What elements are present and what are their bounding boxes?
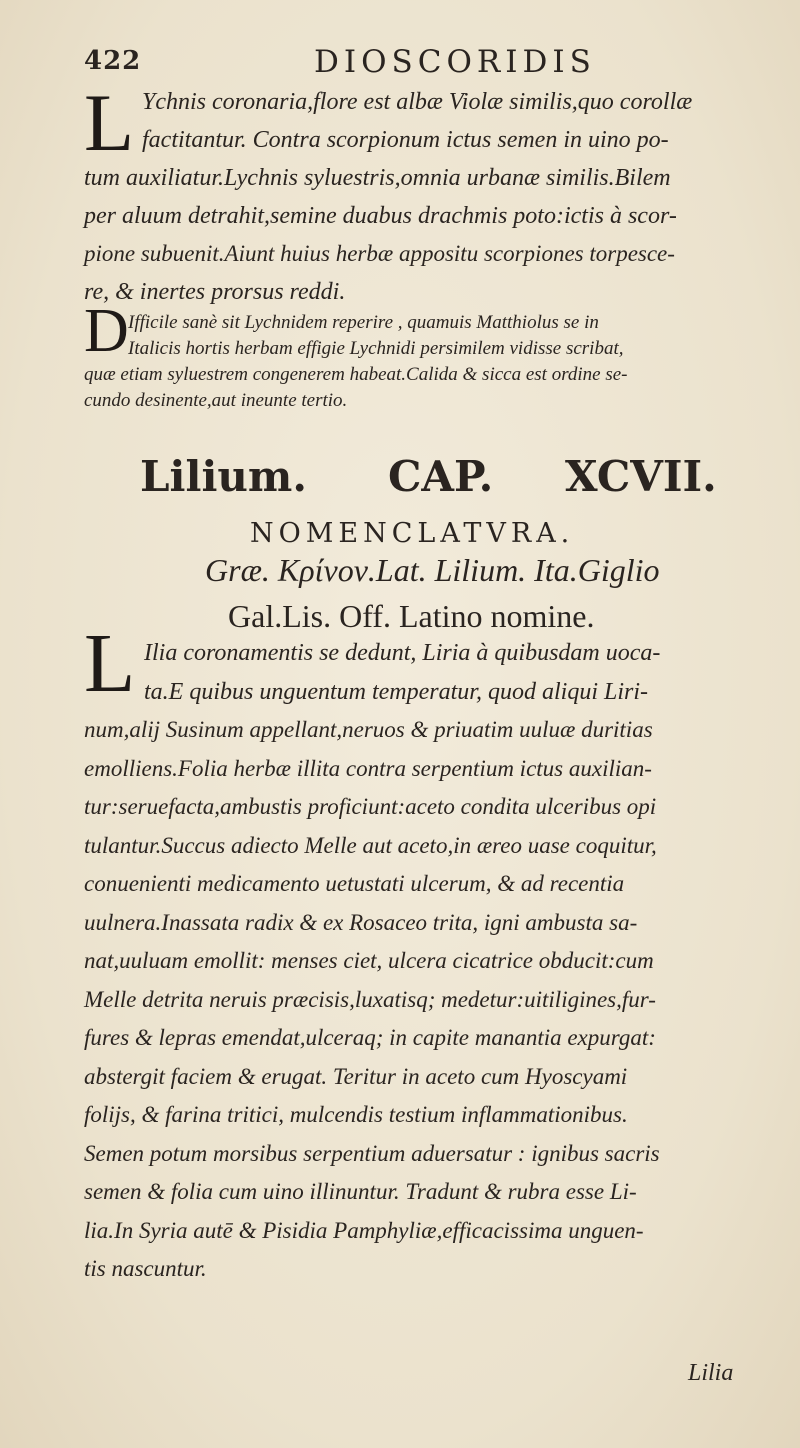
text-line: lia.In Syria autē & Pisidia Pamphyliæ,efficacissima unguen- xyxy=(84,1217,644,1243)
text-line: tulantur.Succus adiecto Melle aut aceto,in æreo uase coquitur, xyxy=(84,832,657,858)
text-line: pione subuenit.Aiunt huius herbæ appositu scorpiones torpesce- xyxy=(84,241,675,266)
paragraph-commentary xyxy=(84,310,628,414)
text-line: cundo desinente,aut ineunte tertio. xyxy=(84,390,348,411)
nomenclatura-names-line1: Græ. Κρίνον.Lat. Lilium. Ita.Giglio xyxy=(205,552,660,588)
text-line: tur:seruefacta,ambustis proficiunt:aceto condita ulceribus opi xyxy=(84,794,657,819)
drop-cap-initial: L xyxy=(84,77,135,168)
text-line: nat,uuluam emollit: menses ciet, ulcera cicatrice obducit:cum xyxy=(84,948,654,973)
text-line: re, & inertes prorsus reddi. xyxy=(84,279,346,305)
text-line: tis nascuntur. xyxy=(84,1256,207,1281)
text-line: ta.E quibus unguentum temperatur, quod aliqui Liri- xyxy=(144,678,648,705)
text-line: tum auxiliatur.Lychnis syluestris,omnia urbanæ similis.Bilem xyxy=(84,165,671,191)
nomenclatura-heading: NOMENCLATVRA. xyxy=(250,518,575,549)
text-line: quæ etiam syluestrem congenerem habeat.Calida & sicca est ordine se- xyxy=(84,364,628,385)
text-line: emolliens.Folia herbæ illita contra serpentium ictus auxilian- xyxy=(84,755,652,781)
nomenclatura-names-line2: Gal.Lis. Off. Latino nomine. xyxy=(228,598,595,634)
text-line: Ifficile sanè sit Lychnidem reperire , quamuis Matthiolus se in xyxy=(128,312,599,333)
text-line: semen & folia cum uino illinuntur. Tradunt & rubra esse Li- xyxy=(84,1179,637,1204)
chapter-cap-label: CAP. xyxy=(388,452,494,501)
chapter-title: Lilium. xyxy=(140,452,307,501)
text-line: Ychnis coronaria,flore est albæ Violæ similis,quo corollæ xyxy=(142,89,693,115)
text-line: factitantur. Contra scorpionum ictus semen in uino po- xyxy=(142,127,669,153)
page-header xyxy=(84,44,744,84)
text-line: Ilia coronamentis se dedunt, Liria à quibusdam uoca- xyxy=(144,640,661,666)
text-line: Italicis hortis herbam effigie Lychnidi persimilem vidisse scribat, xyxy=(128,338,624,359)
running-head: DIOSCORIDIS xyxy=(314,44,596,80)
text-line: Semen potum morsibus serpentium aduersatur : ignibus sacris xyxy=(84,1140,660,1166)
paragraph-lilium xyxy=(84,634,660,1289)
text-line: num,alij Susinum appellant,neruos & priuatim uuluæ duritias xyxy=(84,717,653,742)
text-line: Melle detrita neruis præcisis,luxatisq; medetur:uitiligines,fur- xyxy=(84,986,656,1012)
catchword: Lilia xyxy=(688,1360,734,1386)
text-line: fures & lepras emendat,ulceraq; in capite manantia expurgat: xyxy=(84,1025,656,1050)
drop-cap-initial: D xyxy=(84,297,129,365)
chapter-number: XCVII. xyxy=(565,452,717,501)
text-line: folijs, & farina tritici, mulcendis testium inflammationibus. xyxy=(84,1102,628,1127)
page-number: 422 xyxy=(84,46,142,76)
drop-cap-initial: L xyxy=(84,617,136,710)
paragraph-lychnis xyxy=(84,77,693,311)
chapter-heading xyxy=(140,452,760,508)
text-line: uulnera.Inassata radix & ex Rosaceo trita, igni ambusta sa- xyxy=(84,909,638,935)
text-line: abstergit faciem & erugat. Teritur in aceto cum Hyoscyami xyxy=(84,1063,628,1089)
text-line: per aluum detrahit,semine duabus drachmis poto:ictis à scor- xyxy=(84,203,677,229)
text-line: conuenienti medicamento uetustati ulcerum, & ad recentia xyxy=(84,871,625,896)
